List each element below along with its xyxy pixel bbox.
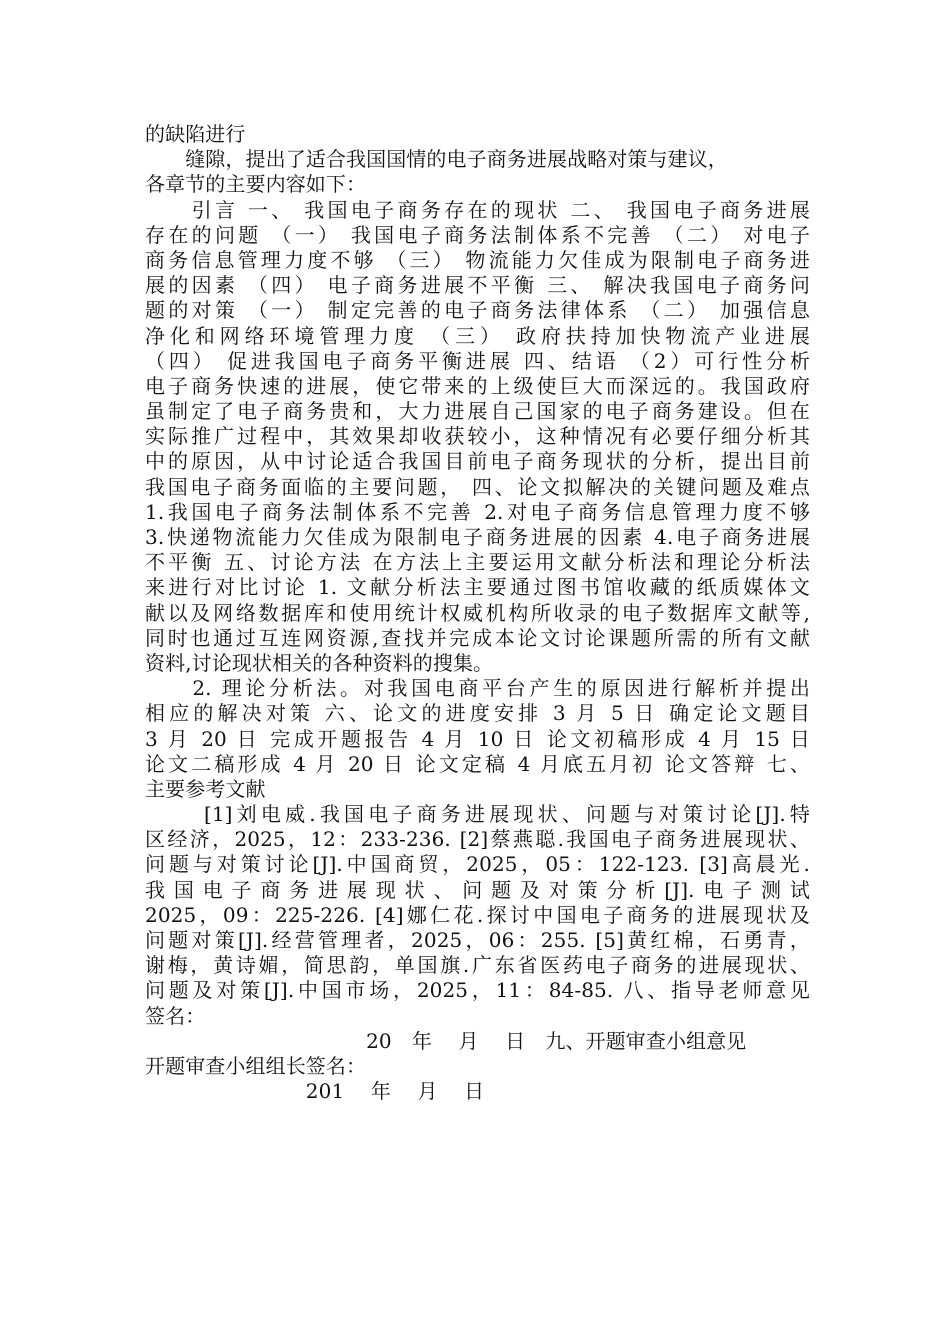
text-line: 存在的问题 （一） 我国电子商务法制体系不完善 （二） 对电子 <box>145 222 810 247</box>
text-line: 虽制定了电子商务贵和，大力进展自己国家的电子商务建设。但在 <box>145 399 810 424</box>
text-line: 资料,讨论现状相关的各种资料的搜集。 <box>145 650 494 675</box>
text-line: 201 年 月 日 <box>145 1079 485 1104</box>
text-line: 1.我国电子商务法制体系不完善 2.对电子商务信息管理力度不够 <box>145 499 810 524</box>
text-line: 20 年 月 日 九、开题审查小组意见 <box>145 1028 747 1053</box>
text-line: 引言 一、 我国电子商务存在的现状 二、 我国电子商务进展 <box>145 197 810 222</box>
text-line: 3.快递物流能力欠佳成为限制电子商务进展的因素 4.电子商务进展 <box>145 525 810 549</box>
text-line: 商务信息管理力度不够 （三） 物流能力欠佳成为限制电子商务进 <box>145 247 810 272</box>
text-line: 净化和网络环境管理力度 （三） 政府扶持加快物流产业进展 <box>145 323 810 348</box>
text-line: 展的因素 （四） 电子商务进展不平衡 三、 解决我国电子商务问 <box>145 273 810 298</box>
text-line: 实际推广过程中，其效果却收获较小，这种情况有必要仔细分析其 <box>145 424 810 449</box>
text-line: 问题与对策讨论[J].中国商贸，2025，05：122-123. [3]高晨光. <box>145 852 810 877</box>
text-line: 不平衡 五、讨论方法 在方法上主要运用文献分析法和理论分析法 <box>145 550 810 575</box>
text-line: 2. 理论分析法。对我国电商平台产生的原因进行解析并提出 <box>145 676 810 701</box>
text-line: 区经济，2025，12：233-236. [2]蔡燕聪.我国电子商务进展现状、 <box>145 827 810 852</box>
text-line: 论文二稿形成 4 月 20 日 论文定稿 4 月底五月初 论文答辩 七、 <box>145 751 810 776</box>
text-line: 主要参考文献 <box>145 776 266 801</box>
text-line: 问题及对策[J].中国市场，2025，11：84-85. 八、指导老师意见 <box>145 978 810 1003</box>
text-line: 我国电子商务面临的主要问题， 四、论文拟解决的关键问题及难点 <box>145 474 810 499</box>
text-line: 谢梅，黄诗媚，简思韵，单国旗.广东省医药电子商务的进展现状、 <box>145 953 810 978</box>
text-line: 的缺陷进行 <box>145 122 246 146</box>
text-line: [1]刘电威.我国电子商务进展现状、问题与对策讨论[J].特 <box>145 802 810 827</box>
document-body <box>145 122 810 1104</box>
text-line: 签名： <box>145 1003 206 1028</box>
text-line: 问题对策[J].经营管理者，2025，06：255. [5]黄红棉，石勇青， <box>145 928 810 952</box>
text-line: 题的对策 （一） 制定完善的电子商务法律体系 （二） 加强信息 <box>145 298 810 323</box>
text-line: 中的原因，从中讨论适合我国目前电子商务现状的分析，提出目前 <box>145 449 810 474</box>
text-line: 2025，09：225-226. [4]娜仁花.探讨中国电子商务的进展现状及 <box>145 902 810 927</box>
text-line: （四） 促进我国电子商务平衡进展 四、结语 （2）可行性分析 <box>145 348 810 373</box>
text-line: 来进行对比讨论 1. 文献分析法主要通过图书馆收藏的纸质媒体文 <box>145 575 810 600</box>
text-line: 同时也通过互连网资源,查找并完成本论文讨论课题所需的所有文献 <box>145 625 810 650</box>
text-line: 各章节的主要内容如下： <box>145 172 367 197</box>
text-line: 缝隙，提出了适合我国国情的电子商务进展战略对策与建议， <box>145 147 728 172</box>
text-line: 相应的解决对策 六、论文的进度安排 3 月 5 日 确定论文题目 <box>145 701 810 726</box>
text-line: 献以及网络数据库和使用统计权威机构所收录的电子数据库文献等, <box>145 600 810 625</box>
text-line: 3 月 20 日 完成开题报告 4 月 10 日 论文初稿形成 4 月 15 日 <box>145 726 810 751</box>
text-line: 开题审查小组组长签名： <box>145 1053 367 1078</box>
text-line: 我国电子商务进展现状、问题及对策分析[J].电子测试 <box>145 877 810 902</box>
text-line: 电子商务快速的进展，使它带来的上级使巨大而深远的。我国政府 <box>145 373 810 398</box>
